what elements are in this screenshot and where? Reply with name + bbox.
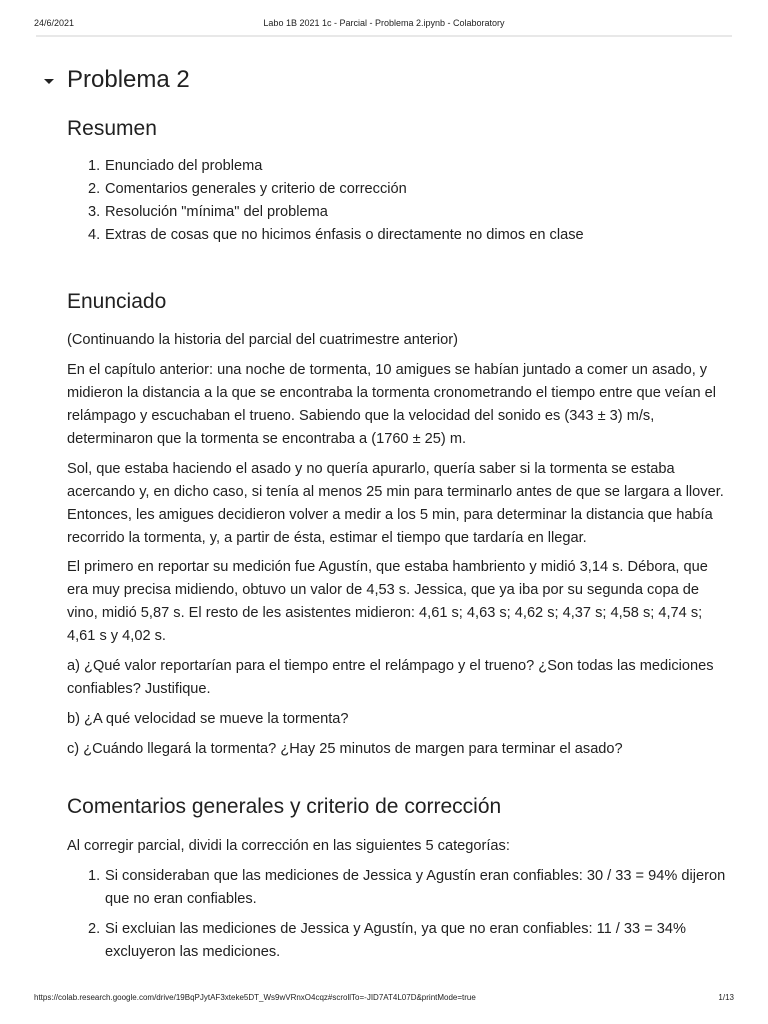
- enunciado-paragraph: El primero en reportar su medición fue Agustín, que estaba hambriento y midió 3,14 s. Débora, que era muy precisa midiendo, obtuvo un valor de 4,53 s. Jessica, que ya iba por su segunda copa de vino, midió 5,87 s. El resto de les asistentes midieron: 4,61 s; 4,63 s; 4,62 s; 4,37 s; 4,58 s; 4,74 s; 4,61 s y 4,02 s.: [67, 559, 708, 644]
- print-footer: [0, 993, 768, 1007]
- list-item: 1. Enunciado del problema: [88, 158, 263, 174]
- enunciado-paragraph: En el capítulo anterior: una noche de tormenta, 10 amigues se habían juntado a comer un asado, y midieron la distancia a la que se encontraba la tormenta cronometrando el tiempo entre que veían el relámpago y escuchaban el trueno. Sabiendo que la velocidad del sonido es (343 ± 3) m/s, determinaron que la tormenta se encontraba a (1760 ± 25) m.: [67, 362, 717, 447]
- criteria-list: [67, 865, 727, 971]
- print-header: [0, 0, 768, 36]
- comentarios-heading: Comentarios generales y criterio de corrección: [67, 795, 502, 818]
- enunciado-paragraph: (Continuando la historia del parcial del cuatrimestre anterior): [67, 332, 458, 348]
- enunciado-paragraph: Sol, que estaba haciendo el asado y no quería apurarlo, quería saber si la tormenta se estaba acercando y, en dicho caso, si tenía al menos 25 min para terminarlo antes de que se largara a llover. Entonces, les amigues decidieron volver a medir a los 5 min, para determinar la distancia que había recorrido la tormenta, y, a partir de ésta, estimar el tiempo que tardaría en llegar.: [67, 461, 724, 546]
- page-number: 1/13: [718, 993, 734, 1002]
- header-divider: [36, 35, 732, 37]
- list-item: 4. Extras de cosas que no hicimos énfasis o directamente no dimos en clase: [88, 227, 584, 243]
- print-url: https://colab.research.google.com/drive/19BqPJytAF3xteke5DT_Ws9wVRnxO4cqz#scrollTo=-JID7AT4L07D&printMode=true: [34, 993, 476, 1002]
- question-a: a) ¿Qué valor reportarían para el tiempo entre el relámpago y el trueno? ¿Son todas las mediciones confiables? Justifique.: [67, 658, 714, 697]
- question-b: b) ¿A qué velocidad se mueve la tormenta?: [67, 711, 349, 727]
- print-date: 24/6/2021: [34, 18, 75, 28]
- list-item: 1. Si consideraban que las mediciones de Jessica y Agustín eran confiables: 30 / 33 = 94% dijeron que no eran confiables.: [88, 868, 726, 907]
- list-item: 2. Comentarios generales y criterio de corrección: [88, 181, 407, 197]
- list-item: 3. Resolución "mínima" del problema: [88, 204, 328, 220]
- enunciado-heading: Enunciado: [67, 290, 167, 313]
- list-item: 2. Si excluian las mediciones de Jessica y Agustín, ya que no eran confiables: 11 / 33 = 34% excluyeron las mediciones.: [88, 921, 686, 960]
- collapse-section-icon[interactable]: [44, 79, 54, 84]
- print-title: Labo 1B 2021 1c - Parcial - Problema 2.ipynb - Colaboratory: [263, 18, 505, 28]
- comentarios-intro: Al corregir parcial, dividi la corrección en las siguientes 5 categorías:: [67, 838, 510, 854]
- question-c: c) ¿Cuándo llegará la tormenta? ¿Hay 25 minutos de margen para terminar el asado?: [67, 741, 623, 757]
- section-title: Problema 2: [67, 66, 190, 93]
- resumen-list: [67, 155, 727, 247]
- resumen-heading: Resumen: [67, 117, 157, 140]
